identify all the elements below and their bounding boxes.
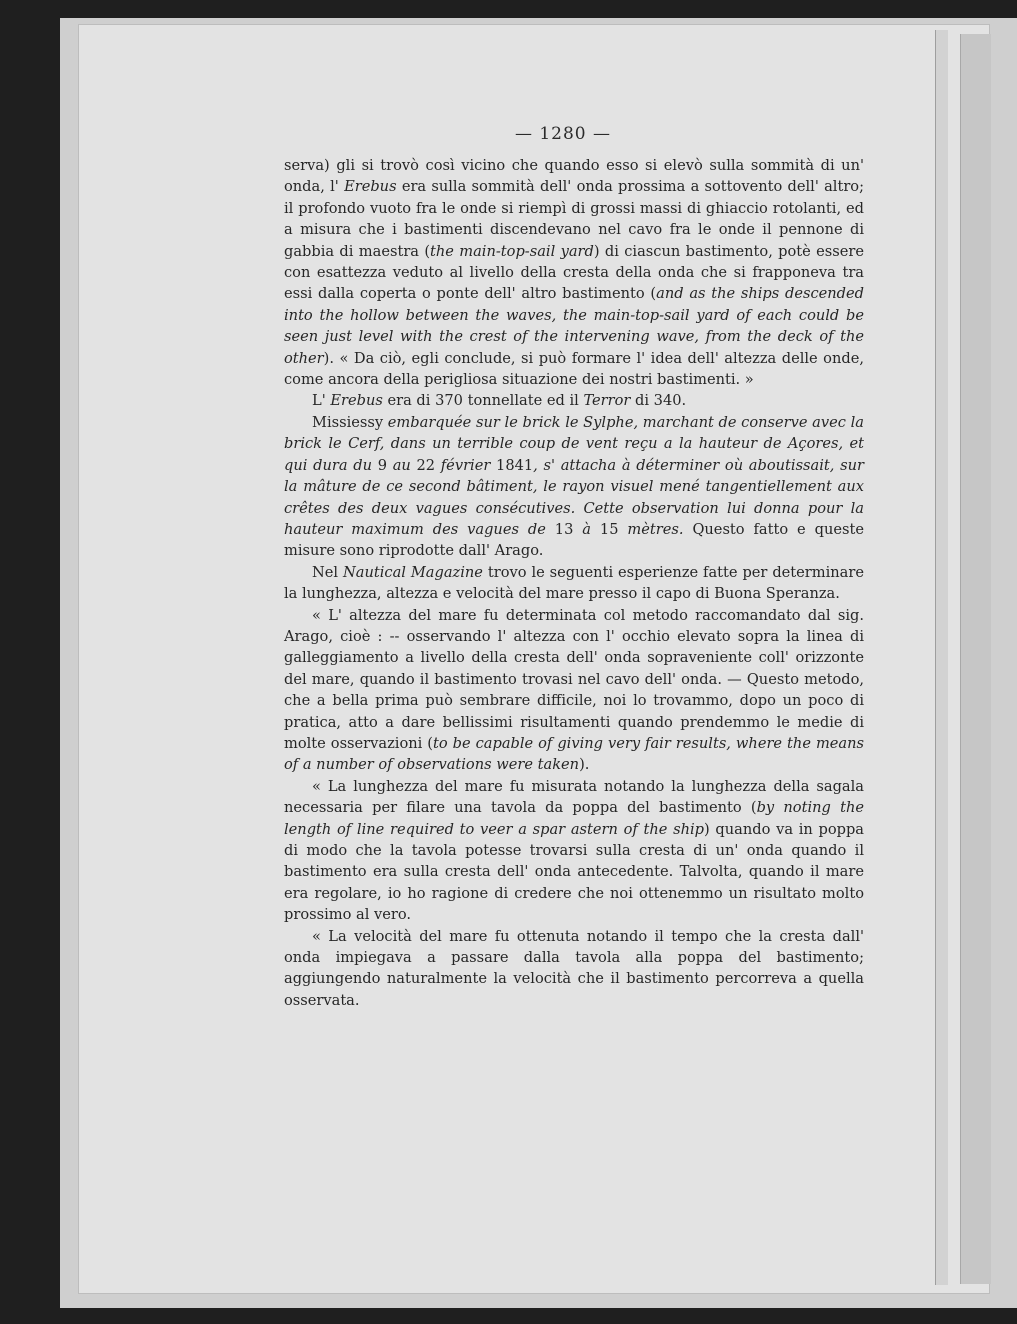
italic-run: à — [573, 520, 600, 538]
text-run: Questo fatto e queste misure sono riprodotte dall' Arago. — [284, 520, 864, 560]
body-text — [284, 155, 864, 1011]
paragraph — [284, 562, 864, 605]
text-run: 13 — [554, 520, 574, 538]
text-run: ) di ciascun bastimento, potè essere con esattezza veduto al livello della cresta della onda che si frapponeva tra essi dalla coperta o ponte dell' altro bastimento ( — [284, 242, 865, 303]
italic-run: Nautical Magazine — [343, 563, 483, 581]
paragraph — [284, 776, 864, 926]
italic-run: Erebus — [330, 392, 383, 410]
italic-run: by noting the length of line required to veer a spar astern of the ship — [284, 799, 864, 838]
text-run: « La lunghezza del mare fu misurata notando la lunghezza della sagala necessaria per filare una tavola da poppa del bastimento ( — [284, 777, 864, 817]
italic-run: mètres. — [618, 520, 684, 538]
page-number: — 1280 — — [514, 124, 612, 144]
italic-run: and as the ships descended into the hollow between the waves, the main-top-sail yard of each could be seen just level with the crest of the intervening wave, from the deck of the other — [284, 285, 864, 367]
paragraph — [284, 390, 864, 411]
text-run: « L' altezza del mare fu determinata col metodo raccomandato dal sig. Arago, cioè : -- osservando l' altezza con l' occhio elevato sopra la linea di galleggiamento a livello della cresta dell' onda sopraveniente coll' orizzonte del mare, quando il bastimento trovasi nel cavo dell' onda. — Questo metodo, che a bella prima può sembrare difficile, noi lo trovammo, dopo un poco di pratica, atto a dare bellissimi risultamenti quando prendemmo le medie di molte osservazioni ( — [284, 606, 864, 752]
italic-run: au — [386, 456, 417, 474]
italic-run: , s' attacha à déterminer où aboutissait, sur la mâture de ce second bâtiment, le rayon visuel mené tangentiellement aux crêtes des deux vagues consécutives. Cette observation lui donna pour la hauteur maximum des vagues de — [284, 456, 864, 538]
page-edge-outer — [960, 34, 991, 1284]
text-run: Missiessy — [312, 413, 388, 431]
text-run: « La velocità del mare fu ottenuta notando il tempo che la cresta dall' onda impiegava a passare dalla tavola alla poppa del bastimento; aggiungendo naturalmente la velocità che il bastimento percorreva a quella osservata. — [284, 927, 864, 1009]
text-run: ). — [579, 756, 590, 774]
text-run: Nel — [312, 563, 343, 581]
paragraph — [284, 412, 864, 562]
italic-run: the main-top-sail yard — [430, 242, 594, 260]
paragraph — [284, 155, 864, 390]
text-run: 9 — [377, 456, 387, 474]
italic-run: embarquée sur le brick le Sylphe, marchant de conserve avec la brick le Cerf, dans un terrible coup de vent reçu a la hauteur de Açores, et qui dura du — [284, 413, 864, 474]
text-run: ) quando va in poppa di modo che la tavola potesse trovarsi sulla cresta di un' onda quando il bastimento era sulla cresta dell' onda antecedente. Talvolta, quando il mare era regolare, io ho ragione di credere che noi ottenemmo un risultato molto prossimo al vero. — [284, 820, 865, 924]
italic-run: Erebus — [344, 178, 397, 196]
text-run: era di 370 tonnellate ed il — [382, 392, 584, 410]
text-run: 22 — [416, 456, 436, 474]
text-run: di 340. — [630, 392, 687, 410]
text-run: serva) gli si trovò così vicino che quando esso si elevò sulla sommità di un' onda, l' — [284, 157, 864, 196]
text-run: trovo le seguenti esperienze fatte per determinare la lunghezza, altezza e velocità del mare presso il capo di Buona Speranza. — [284, 563, 864, 603]
page-edge — [935, 30, 948, 1285]
text-run: L' — [312, 392, 331, 410]
italic-run: Terror — [583, 392, 631, 410]
paragraph — [284, 605, 864, 776]
italic-run: février — [435, 456, 497, 474]
text-run: era sulla sommità dell' onda prossima a sottovento dell' altro; il profondo vuoto fra le onde si riempì di grossi massi di ghiaccio rotolanti, ed a misura che i bastimenti discendevano nel cavo fra le onde il pennone di gabbia di maestra ( — [284, 178, 864, 260]
text-run: 1841 — [496, 456, 534, 474]
paragraph — [284, 926, 864, 1012]
text-run: ). « Da ciò, egli conclude, si può formare l' idea dell' altezza delle onde, come ancora della perigliosa situazione dei nostri bastimenti. » — [284, 349, 864, 389]
text-run: 15 — [599, 520, 619, 538]
italic-run: to be capable of giving very fair results, where the means of a number of observations were taken — [284, 734, 865, 774]
